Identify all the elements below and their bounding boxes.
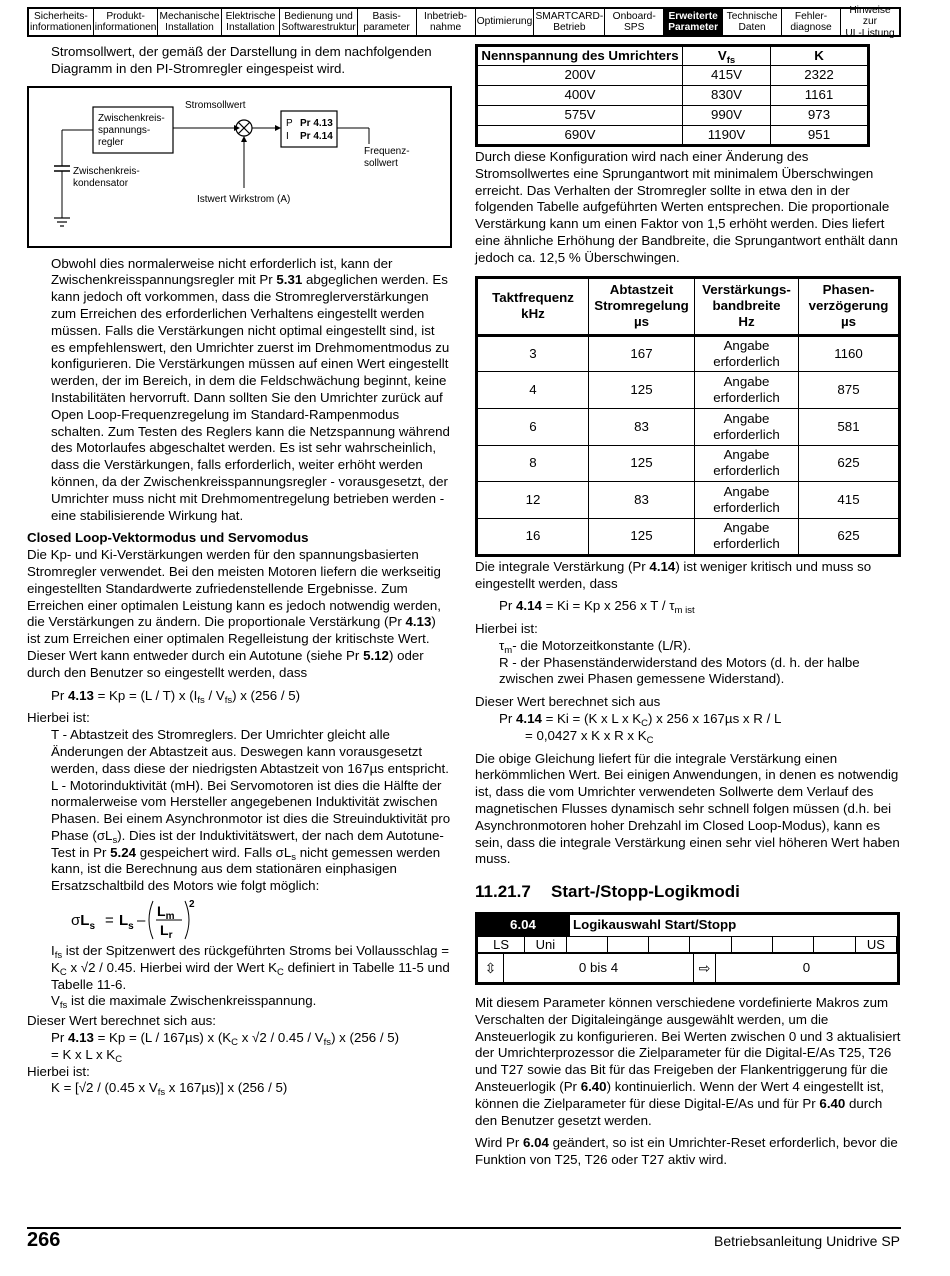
label-p: P [286, 117, 293, 129]
attr-uni: Uni [525, 937, 566, 952]
paragraph-reset: Wird Pr 6.04 geändert, so ist ein Umrichter-Reset erforderlich, bevor die Funktion von T25, T26 oder T27 aktiv wird. [475, 1135, 898, 1168]
nav-tab-ul-listung[interactable]: Hinweise zur UL-Listung [845, 4, 895, 39]
parameter-range-row [478, 954, 897, 982]
table-row: 8 125 Angabe erforderlich 625 [477, 445, 900, 482]
nav-tab-basisparameter[interactable]: Basis- parameter [358, 9, 417, 35]
table-row: 3 167 Angabe erforderlich 1160 [477, 335, 900, 372]
table-nennspannung [475, 44, 870, 147]
table-row: 575V 990V 973 [477, 106, 869, 126]
formula-kp-calc: Pr 4.13 = Kp = (L / 167µs) x ($K_C$ x $√2 / 0.45 / V_{fs}$) x (256 / 5) [51, 1030, 400, 1049]
right-column [475, 44, 901, 1169]
definition-ifs: $I_{fs}$ ist der Spitzenwert des rückgeführten Stroms bei Vollausschlag = $K_C$ x √2 / 0.45. Hierbei wird der Wert $K_C$ definiert in Tabelle 11-5 und Tabelle 11-6. [51, 943, 450, 992]
label-istwert: Istwert Wirkstrom (A) [197, 193, 291, 205]
parameter-range: 0 bis 4 [504, 954, 694, 982]
svg-text:Ls: $L_s$ [119, 912, 134, 933]
parameter-number: 6.04 [478, 915, 568, 936]
nav-tab-erweiterte-parameter[interactable]: Erweiterte Parameter [664, 9, 723, 35]
box1-line2: spannungs- [98, 124, 151, 136]
paragraph-obige-gleichung: Die obige Gleichung liefert für die integrale Verstärkung einen herkömmlichen Wert. Bei einigen Anwendungen, in denen es notwendig ist, dass die vom Umrichter verwendeten Sollwerte dem Verlauf des magnetischen Flusses dynamisch sehr schnell folgen müssen (d.h. bei Asynchronmotoren hoher Drehzahl im Closed Loop-Modus), kann es sein, dass die integrale Verstärkung einen sehr viel höheren Wert haben muss. [475, 750, 900, 867]
range-icon: ⇳ [478, 954, 504, 982]
attr-empty [773, 937, 814, 952]
paragraph-kp-ki: Die Kp- und Ki-Verstärkungen werden für den spannungsbasierten Stromregler verwendet. Bei den meisten Motoren liefern die werkseitig eingestellten Standardwerte zufriedenstellende Ergebnisse. Zum Erreichen einer optimalen Leistung kann es jedoch notwendig werden, die Verstärkungen zu ändern. Die proportionale Verstärkung (Pr 4.13) ist zum Erreichen einer optimalen Regelleistung der kritischste Wert. Dieser Wert kann entweder durch ein Autotune (siehe Pr 5.12) oder durch den Benutzer so eingestellt werden, dass [27, 547, 441, 680]
label-i-param: Pr 4.14 [300, 130, 333, 142]
nav-tab-produktinformationen[interactable]: Produkt- informationen [94, 10, 157, 33]
definition-vfs: $V_{fs}$ ist die maximale Zwischenkreisspannung. [51, 993, 317, 1012]
box1-line3: regler [98, 136, 124, 148]
paragraph-sprungantwort: Durch diese Konfiguration wird nach einer Änderung des Stromsollwertes eine Sprungantwort mit minimalem Überschwingen erreicht. Das Verhalten der Stromregler sollte in etwa den in der folgenden Tabelle aufgeführten Werten entsprechen. Die proportionale Verstärkung kann um einen Faktor von 1,5 erhöht werden. Dies liefert eine ähnliche Erhöhung der Bandbreite, die Sprungantwort enthält dann jedoch ca. 12,5 % Überschwingen. [475, 149, 898, 265]
label-stromsollwert: Stromsollwert [185, 99, 246, 111]
svg-text:–: – [137, 912, 146, 930]
left-column [27, 44, 452, 1097]
table1-header-k: K [771, 46, 869, 66]
label-frequenz-2: sollwert [364, 157, 398, 169]
label-p-param: Pr 4.13 [300, 117, 333, 129]
document-title: Betriebsanleitung Unidrive SP [714, 1233, 900, 1249]
nav-tab-sicherheitsinformationen[interactable]: Sicherheits- informationen [30, 10, 92, 33]
svg-text:σLs: $\sigma L_s$ [71, 912, 95, 933]
table1-header-nennspannung: Nennspannung des Umrichters [477, 46, 683, 66]
sigma-ls-formula-svg [57, 895, 217, 943]
nav-tab-fehlerdiagnose[interactable]: Fehler- diagnose [782, 9, 841, 35]
table-row: 200V 415V 2322 [477, 66, 869, 86]
page-number: 266 [27, 1229, 61, 1251]
box1-line1: Zwischenkreis- [98, 112, 165, 124]
svg-text:Lr: $L_r$ [160, 922, 173, 942]
section-heading [475, 884, 901, 901]
formula-ki-short: = 0,0427 x K x R x $K_C$ [525, 727, 654, 746]
parameter-attributes-row [478, 937, 897, 954]
intro-paragraph: Stromsollwert, der gemäß der Darstellung in dem nachfolgenden Diagramm in den PI-Stromregler eingespeist wird. [51, 44, 432, 76]
nav-tab-bedienung[interactable]: Bedienung und Softwarestruktur [281, 10, 356, 33]
diagram-svg [29, 88, 450, 246]
nav-tab-inbetriebnahme[interactable]: Inbetrieb- nahme [417, 9, 476, 35]
attr-empty [814, 937, 855, 952]
parameter-header-row [478, 915, 897, 937]
table-row: 690V 1190V 951 [477, 126, 869, 146]
table-row: 6 83 Angabe erforderlich 581 [477, 408, 900, 445]
attr-us: US [856, 937, 897, 952]
nav-tab-onboard-sps[interactable]: Onboard- SPS [605, 9, 664, 35]
parameter-name: Logikauswahl Start/Stopp [568, 915, 897, 936]
table-row: 12 83 Angabe erforderlich 415 [477, 482, 900, 519]
label-frequenz-1: Frequenz- [364, 145, 410, 157]
attr-empty [732, 937, 773, 952]
nav-tab-smartcard[interactable]: SMARTCARD- Betrieb [535, 10, 604, 33]
nav-tab-mechanische-installation[interactable]: Mechanische Installation [159, 10, 220, 33]
footer-divider [27, 1227, 901, 1229]
section-number: 11.21.7 [475, 882, 531, 902]
heading-closed-loop: Closed Loop-Vektormodus und Servomodus [27, 530, 309, 546]
paragraph-regler-abgleich: Obwohl dies normalerweise nicht erforderlich ist, kann der Zwischenkreisspannungsregler mit Pr 5.31 abgeglichen werden. Es kann jedoch oft vorkommen, dass die Stromreglerverstärkungen zum Erreichen des erforderlichen Verhaltens eingestellt werden müssen. Falls die Verstärkungen nicht optimal eingestellt sind, ist es empfehlenswert, den Umrichter zuerst im Drehmomentmodus zu konfigurieren. Die Verstärkungen müssen auf einen Wert eingestellt werden, der im Bereich, in dem die Feldschwächung beginnt, keine Instabilitäten hervorruft. Dann sollten Sie den Umrichter zurück auf Open Loop-Frequenzregelung im Standard-Rampenmodus schalten. Zum Testen des Reglers kann die Netzspannung während des Motorlaufes abgeschaltet werden. Es ist sehr wahrscheinlich, dass die Verstärkungen, falls erforderlich, weiter erhöht werden können, da der Zwischenkreisspannungsregler - vorausgesetzt, der Umrichter muss nicht mit Drehmomentregelung betrieben werden - eine stabilisierende Wirkung hat. [51, 255, 450, 523]
definition-tau: $\tau_m-$ die Motorzeitkonstante (L/R). [499, 637, 692, 656]
definition-l: L - Motorinduktivität (mH). Bei Servomotoren ist dies die Hälfte der normalerweise vom Hersteller angegebenen Induktivität zwischen Phasen. Bei einem Asynchronmotor ist dies die Streuinduktivität pro Phase $(\sigma L_s)$. Dies ist der Induktivitätswert, der nach dem Autotune-Test in Pr 5.24 gespeichert wird. Falls $\sigma L_s$ nicht gemessen werden kann, ist die Berechnung aus dem stationären einphasigen Ersatzschaltbild des Motors wie folgt möglich: [51, 777, 451, 894]
definition-t: T - Abtastzeit des Stromreglers. Der Umrichter gleicht alle Änderungen der Abtastzeit aus. Deswegen kann vorausgesetzt werden, dass diese der niedrigsten Abtastzeit von 167µs entspricht. [51, 727, 449, 776]
table1-header-vfs: $V_{fs}$ [683, 46, 771, 66]
table-taktfrequenz [475, 276, 901, 557]
formula-kp-short: = K x L x $K_C$ [51, 1046, 123, 1065]
definition-r: R - der Phasenständerwiderstand des Motors (d. h. der halbe zwischen zwei Phasen gemessene Widerstand). [499, 654, 860, 687]
default-arrow-icon: ⇨ [694, 954, 716, 982]
hierbei-label-2: Hierbei ist: [27, 1063, 90, 1079]
svg-text:2: 2 [189, 899, 195, 911]
nav-tab-optimierung[interactable]: Optimierung [476, 9, 535, 35]
section-title: Start-/Stopp-Logikmodi [551, 882, 740, 902]
hierbei-label-3: Hierbei ist: [475, 621, 538, 637]
svg-text:=: = [105, 912, 114, 930]
table2-header-phasenverzoegerung: Phasen- verzögerung µs [799, 277, 900, 335]
dieser-label-2: Dieser Wert berechnet sich aus [475, 694, 661, 710]
attr-empty [608, 937, 649, 952]
hierbei-label-1: Hierbei ist: [27, 710, 90, 726]
paragraph-integrale-verstaerkung: Die integrale Verstärkung (Pr 4.14) ist weniger kritisch und muss so eingestellt werden, dass [475, 558, 872, 591]
parameter-default: 0 [802, 960, 811, 976]
control-diagram [27, 86, 452, 248]
formula-ki-calc: Pr 4.14 = Ki = (K x L x $K_C$) x 256 x 167µs x R / L [499, 711, 782, 730]
table-row: 400V 830V 1161 [477, 86, 869, 106]
table2-header-taktfrequenz: Taktfrequenz kHz [477, 277, 589, 335]
dieser-label-1: Dieser Wert berechnet sich aus: [27, 1013, 216, 1029]
attr-empty [649, 937, 690, 952]
table-row: 4 125 Angabe erforderlich 875 [477, 372, 900, 409]
chapter-navigation [27, 4, 901, 39]
attr-empty [567, 937, 608, 952]
nav-tab-technische-daten[interactable]: Technische Daten [723, 9, 782, 35]
nav-tab-elektrische-installation[interactable]: Elektrische Installation [222, 9, 281, 35]
table2-header-abtastzeit: Abtastzeit Stromregelung µs [589, 277, 695, 335]
formula-kp: Pr 4.13 = Kp = (L / T) x $(I_{fs} / V_{fs})$ x (256 / 5) [51, 687, 301, 706]
formula-ki: Pr 4.14 = Ki = Kp x 256 x T / $\tau_{m ist}$ [499, 598, 695, 617]
label-i: I [286, 130, 289, 142]
table2-header-bandbreite: Verstärkungs- bandbreite Hz [695, 277, 799, 335]
paragraph-makros: Mit diesem Parameter können verschiedene vordefinierte Makros zum Verschalten der Digitaleingänge ausgewählt werden, um die Ansteuerlogik zu konfigurieren. Bei Werten zwischen 0 und 3 aktualisiert der Umrichterprozessor die Zielparameter für die Digital-E/As T25, T26 und T27 sowie das Bit für das Freigeben der Flankentriggerung für die Ansteuerlogik (Pr 6.40) kontinuierlich. Wenn der Wert 4 eingestellt ist, können die Zielparameter für diese Digital-E/As und für Pr 6.40 durch den Benutzer gesetzt werden. [475, 995, 901, 1128]
attr-empty [690, 937, 731, 952]
attr-ls: LS [478, 937, 525, 952]
label-kondensator-2: kondensator [73, 177, 129, 189]
formula-k: K = [√2 / (0.45 x $V_{fs}$ x 167µs)] x (256 / 5) [51, 1080, 288, 1099]
svg-text:Lm: $L_m$ [157, 903, 175, 923]
table-row: 16 125 Angabe erforderlich 625 [477, 519, 900, 556]
label-kondensator-1: Zwischenkreis- [73, 165, 140, 177]
formula-sigma-ls [27, 895, 452, 943]
parameter-box-6-04 [475, 912, 900, 985]
